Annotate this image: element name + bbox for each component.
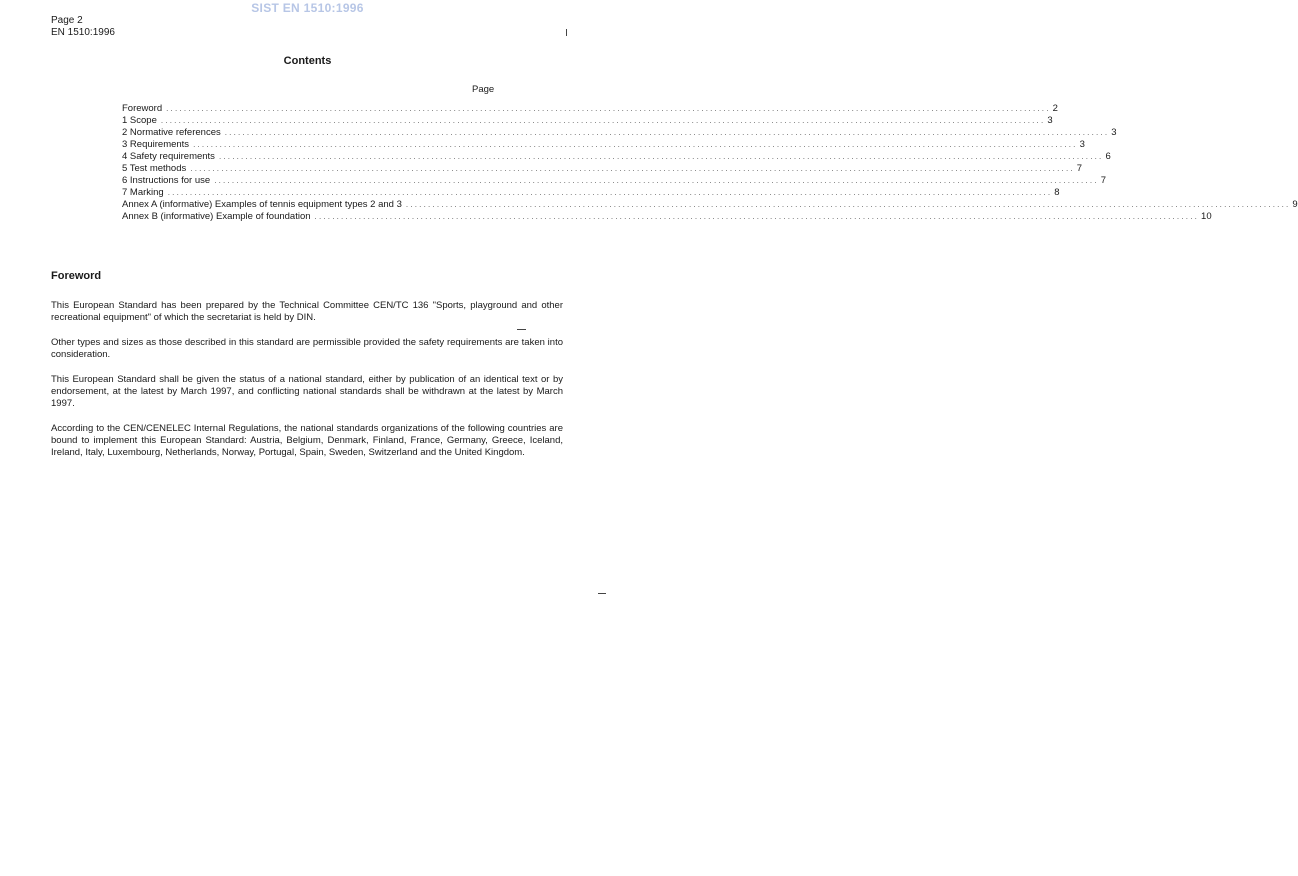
toc-entry-page: 9: [1292, 199, 1298, 210]
toc-entry-label: 4 Safety requirements: [122, 151, 215, 162]
scan-mark: [598, 593, 606, 594]
toc-entry-label: 7 Marking: [122, 187, 164, 198]
toc-entry-page: 7: [1100, 175, 1107, 186]
foreword-heading: Foreword: [51, 270, 102, 282]
toc-entry-label: 2 Normative references: [122, 127, 221, 138]
contents-title: Contents: [283, 55, 332, 67]
toc-entry-label: Annex A (informative) Examples of tennis equipment types 2 and 3: [122, 199, 402, 210]
toc-entry-page: 6: [1105, 151, 1111, 162]
toc-entry-label: 1 Scope: [122, 115, 157, 126]
toc-leader: ........................................................................................................................................................................................................: [160, 116, 1046, 125]
toc-entry-label: 5 Test methods: [122, 163, 187, 174]
foreword-paragraph: Other types and sizes as those described in this standard are permissible provided the safety requirements are taken into consideration.: [51, 337, 563, 360]
toc-entry-page: 3: [1079, 139, 1085, 150]
toc-entry[interactable]: [122, 175, 1107, 187]
scan-mark: [517, 329, 526, 330]
toc-leader: ........................................................................................................................................................................................................: [214, 176, 1099, 185]
foreword-paragraph: According to the CEN/CENELEC Internal Regulations, the national standards organizations of the following countries are bound to implement this European Standard: Austria, Belgium, Denmark, Finland, France, Germany, Greece, Iceland, Ireland, Italy, Luxembourg, Netherlands, Norway, Portugal, Spain, Sweden, Switzerland and the United Kingdom.: [51, 423, 563, 458]
document-id: EN 1510:1996: [51, 27, 115, 38]
watermark: SIST EN 1510:1996: [251, 1, 364, 15]
toc-entry-page: 3: [1047, 115, 1053, 126]
toc-leader: ........................................................................................................................................................................................................: [314, 212, 1200, 221]
toc-entry-page: 2: [1052, 103, 1058, 114]
toc-entry-page: 8: [1054, 187, 1060, 198]
toc-entry[interactable]: [122, 139, 1085, 151]
toc-leader: ........................................................................................................................................................................................................: [166, 104, 1051, 113]
toc-entry-label: 6 Instructions for use: [122, 175, 211, 186]
toc-entry-page: 7: [1076, 163, 1083, 174]
toc-entry-page: 3: [1111, 127, 1117, 138]
toc-page-column-label: Page: [472, 84, 495, 95]
toc-entry-label: 3 Requirements: [122, 139, 190, 150]
toc-entry[interactable]: [122, 187, 1060, 199]
toc-entry[interactable]: [122, 151, 1111, 163]
toc-leader: ........................................................................................................................................................................................................: [193, 140, 1078, 149]
scan-mark: [566, 29, 567, 36]
toc-entry[interactable]: [122, 127, 1117, 139]
toc-entry-label: Foreword: [122, 103, 163, 114]
toc-leader: ........................................................................................................................................................................................................: [167, 188, 1053, 197]
toc-entry-page: 10: [1201, 211, 1212, 222]
page-header: [51, 15, 115, 39]
table-of-contents: [122, 103, 1298, 223]
toc-entry[interactable]: [122, 199, 1298, 211]
toc-leader: ........................................................................................................................................................................................................: [405, 200, 1291, 209]
toc-leader: ........................................................................................................................................................................................................: [218, 152, 1104, 161]
toc-entry-label: Annex B (informative) Example of foundation: [122, 211, 311, 222]
page-number: Page 2: [51, 15, 83, 26]
foreword-body: [51, 300, 563, 472]
toc-leader: ........................................................................................................................................................................................................: [190, 164, 1075, 173]
toc-leader: ........................................................................................................................................................................................................: [224, 128, 1110, 137]
toc-entry[interactable]: [122, 103, 1058, 115]
foreword-paragraph: This European Standard has been prepared by the Technical Committee CEN/TC 136 "Sports, playground and other recreational equipment" of which the secretariat is held by DIN.: [51, 300, 563, 323]
toc-entry[interactable]: [122, 163, 1083, 175]
toc-entry[interactable]: [122, 115, 1053, 127]
toc-entry[interactable]: [122, 211, 1212, 223]
foreword-paragraph: This European Standard shall be given the status of a national standard, either by publication of an identical text or by endorsement, at the latest by March 1997, and conflicting national standards shall be withdrawn at the latest by March 1997.: [51, 374, 563, 409]
